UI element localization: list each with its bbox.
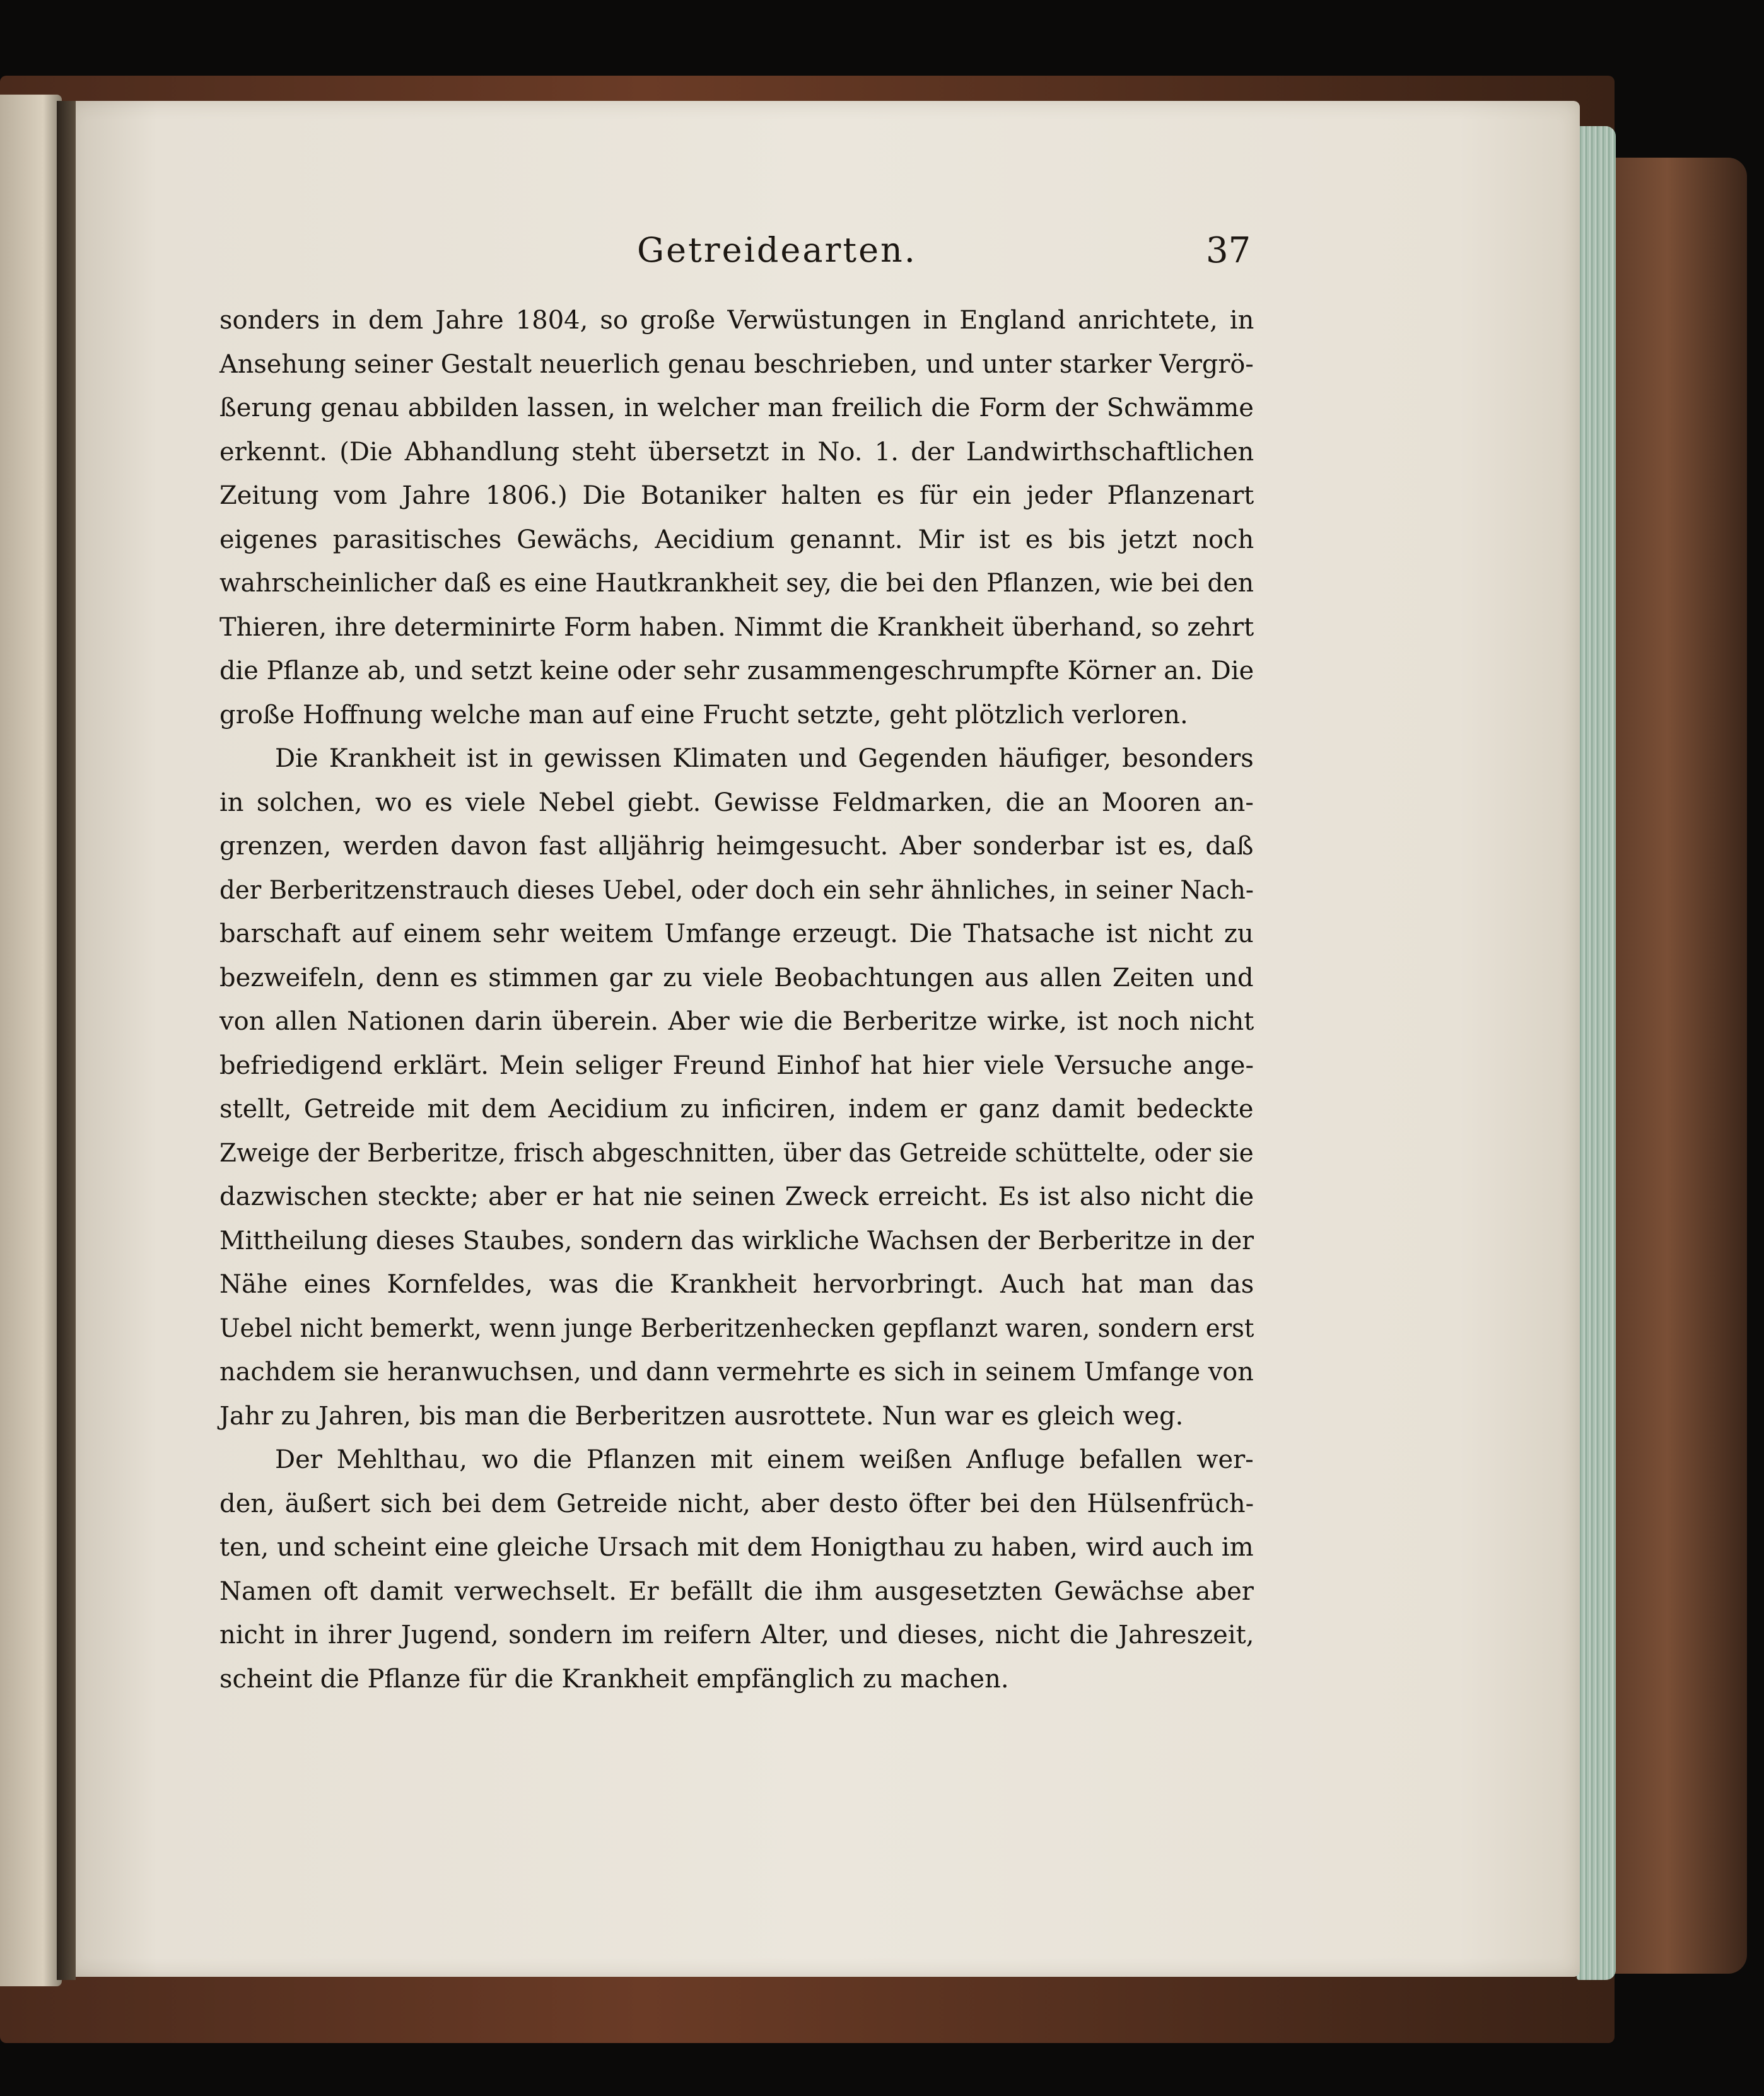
text-line: Uebel nicht bemerkt, wenn junge Berberitzenhecken gepflanzt waren, sondern erst <box>219 1313 1254 1343</box>
text-line: den, äußert sich bei dem Getreide nicht, aber desto öfter bei den Hülsenfrüch- <box>219 1489 1254 1518</box>
text-line: Jahr zu Jahren, bis man die Berberitzen ausrottete. Nun war es gleich weg. <box>219 1401 1184 1431</box>
text-line: Mittheilung dieses Staubes, sondern das wirkliche Wachsen der Berberitze in der <box>219 1226 1254 1255</box>
text-line: stellt, Getreide mit dem Aecidium zu inficiren, indem er ganz damit bedeckte <box>219 1095 1254 1124</box>
text-line: Thieren, ihre determinirte Form haben. Nimmt die Krankheit überhand, so zehrt <box>219 612 1254 642</box>
text-line: Zweige der Berberitze, frisch abgeschnitten, über das Getreide schüttelte, oder sie <box>219 1138 1254 1168</box>
text-line: Ansehung seiner Gestalt neuerlich genau beschrieben, und unter starker Vergrö- <box>219 349 1254 379</box>
text-line: nicht in ihrer Jugend, sondern im reifern Alter, und dieses, nicht die Jahreszeit, <box>219 1621 1254 1650</box>
text-line: ten, und scheint eine gleiche Ursach mit dem Honigthau zu haben, wird auch im <box>219 1533 1254 1562</box>
book-gutter <box>57 101 76 1980</box>
text-line: Die Krankheit ist in gewissen Klimaten und Gegenden häufiger, besonders <box>275 744 1254 773</box>
text-line: der Berberitzenstrauch dieses Uebel, oder doch ein sehr ähnliches, in seiner Nach- <box>219 875 1254 905</box>
running-head: Getreidearten. <box>637 230 917 270</box>
text-line: dazwischen steckte; aber er hat nie seinen Zweck erreicht. Es ist also nicht die <box>219 1182 1254 1211</box>
text-line: wahrscheinlicher daß es eine Hautkrankheit sey, die bei den Pflanzen, wie bei den <box>219 569 1254 598</box>
text-line: sonders in dem Jahre 1804, so große Verwüstungen in England anrichtete, in <box>219 306 1254 335</box>
text-line: nachdem sie heranwuchsen, und dann vermehrte es sich in seinem Umfange von <box>219 1358 1254 1387</box>
text-line: große Hoffnung welche man auf eine Frucht setzte, geht plötzlich verloren. <box>219 700 1188 730</box>
text-line: eigenes parasitisches Gewächs, Aecidium genannt. Mir ist es bis jetzt noch <box>219 525 1254 554</box>
text-line: erkennt. (Die Abhandlung steht übersetzt in No. 1. der Landwirthschaftlichen <box>219 437 1254 467</box>
text-line: befriedigend erklärt. Mein seliger Freund Einhof hat hier viele Versuche ange- <box>219 1051 1254 1080</box>
book-cover-edge <box>1602 158 1747 1974</box>
page-number: 37 <box>1206 230 1251 271</box>
text-line: barschaft auf einem sehr weitem Umfange erzeugt. Die Thatsache ist nicht zu <box>219 919 1254 948</box>
text-line: scheint die Pflanze für die Krankheit empfänglich zu machen. <box>219 1664 1009 1694</box>
text-line: ßerung genau abbilden lassen, in welcher man freilich die Form der Schwämme <box>219 393 1254 422</box>
text-line: grenzen, werden davon fast alljährig heimgesucht. Aber sonderbar ist es, daß <box>219 832 1254 861</box>
page-block-edges <box>1577 126 1616 1980</box>
text-line: die Pflanze ab, und setzt keine oder sehr zusammengeschrumpfte Körner an. Die <box>219 656 1254 685</box>
text-line: Zeitung vom Jahre 1806.) Die Botaniker halten es für ein jeder Pflanzenart <box>219 481 1254 510</box>
body-text <box>219 299 1254 1701</box>
text-line: Der Mehlthau, wo die Pflanzen mit einem weißen Anfluge befallen wer- <box>275 1445 1254 1474</box>
text-line: bezweifeln, denn es stimmen gar zu viele Beobachtungen aus allen Zeiten und <box>219 963 1254 993</box>
text-line: Nähe eines Kornfeldes, was die Krankheit hervorbringt. Auch hat man das <box>219 1270 1254 1299</box>
text-line: in solchen, wo es viele Nebel giebt. Gewisse Feldmarken, die an Mooren an- <box>219 788 1254 817</box>
text-line: von allen Nationen darin überein. Aber wie die Berberitze wirke, ist noch nicht <box>219 1007 1254 1036</box>
facing-page-edge <box>0 95 62 1986</box>
text-line: Namen oft damit verwechselt. Er befällt die ihm ausgesetzten Gewächse aber <box>219 1576 1254 1606</box>
